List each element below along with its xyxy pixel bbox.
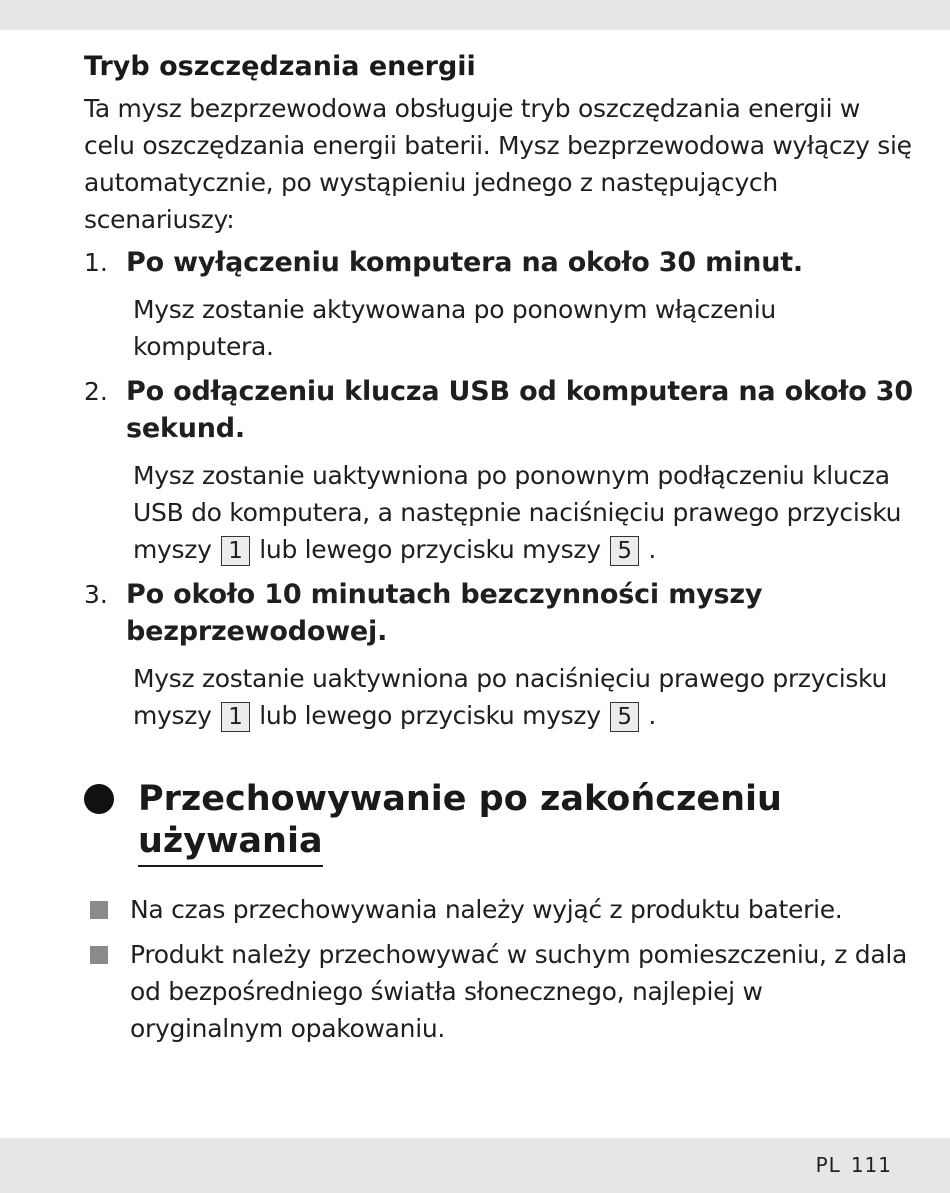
step-description-text: lub lewego przycisku myszy	[259, 535, 601, 564]
key-reference-right-button: 1	[221, 536, 249, 566]
step-2	[84, 373, 914, 568]
footer-page-number: 111	[850, 1153, 892, 1177]
step-description-text: lub lewego przycisku myszy	[259, 701, 601, 730]
step-title: Po odłączeniu klucza USB od komputera na około 30 sekund.	[126, 376, 913, 444]
step-1	[84, 244, 914, 365]
step-title: Po wyłączeniu komputera na około 30 minut.	[126, 247, 803, 278]
step-description	[133, 457, 914, 568]
step-number: 2.	[84, 377, 108, 406]
step-description: Mysz zostanie aktywowana po ponownym włączeniu komputera.	[133, 295, 776, 361]
square-bullet-icon	[90, 901, 108, 919]
list-item	[84, 936, 914, 1047]
section-heading-energy-saving: Tryb oszczędzania energii	[84, 51, 476, 82]
step-description-text: Mysz zostanie uaktywniona po ponownym podłączeniu klucza USB do komputera, a następnie naciśnięciu prawego przycisku myszy	[133, 461, 902, 564]
step-description-end: .	[648, 701, 657, 730]
section-title	[138, 778, 782, 867]
section-storage-heading	[84, 778, 914, 867]
top-band	[0, 0, 950, 30]
footer-language: PL	[815, 1153, 841, 1177]
step-number: 1.	[84, 248, 108, 277]
step-description	[133, 660, 914, 734]
step-3	[84, 576, 914, 734]
bottom-band	[0, 1138, 950, 1193]
step-description-end: .	[648, 535, 657, 564]
page-content	[84, 48, 914, 1055]
step-title: Po około 10 minutach bezczynności myszy bezprzewodowej.	[126, 579, 763, 647]
list-item	[84, 891, 914, 928]
energy-saving-intro: Ta mysz bezprzewodowa obsługuje tryb oszczędzania energii w celu oszczędzania energii baterii. Mysz bezprzewodowa wyłączy się automatycznie, po wystąpieniu jednego z następujących scenariuszy:	[84, 94, 912, 234]
section-title-line1: Przechowywanie po zakończeniu	[138, 779, 782, 819]
step-number: 3.	[84, 580, 108, 609]
key-reference-left-button: 5	[610, 536, 638, 566]
step-description-text: Mysz zostanie uaktywniona po naciśnięciu prawego przycisku myszy	[133, 664, 888, 730]
page-footer	[816, 1153, 892, 1177]
storage-list	[84, 891, 914, 1047]
section-title-line2: używania	[138, 820, 323, 867]
key-reference-left-button: 5	[610, 702, 638, 732]
list-item-text: Produkt należy przechowywać w suchym pomieszczeniu, z dala od bezpośredniego światła słonecznego, najlepiej w oryginalnym opakowaniu.	[130, 940, 908, 1043]
key-reference-right-button: 1	[221, 702, 249, 732]
section-bullet-icon	[84, 784, 114, 814]
square-bullet-icon	[90, 946, 108, 964]
list-item-text: Na czas przechowywania należy wyjąć z produktu baterie.	[130, 895, 843, 924]
